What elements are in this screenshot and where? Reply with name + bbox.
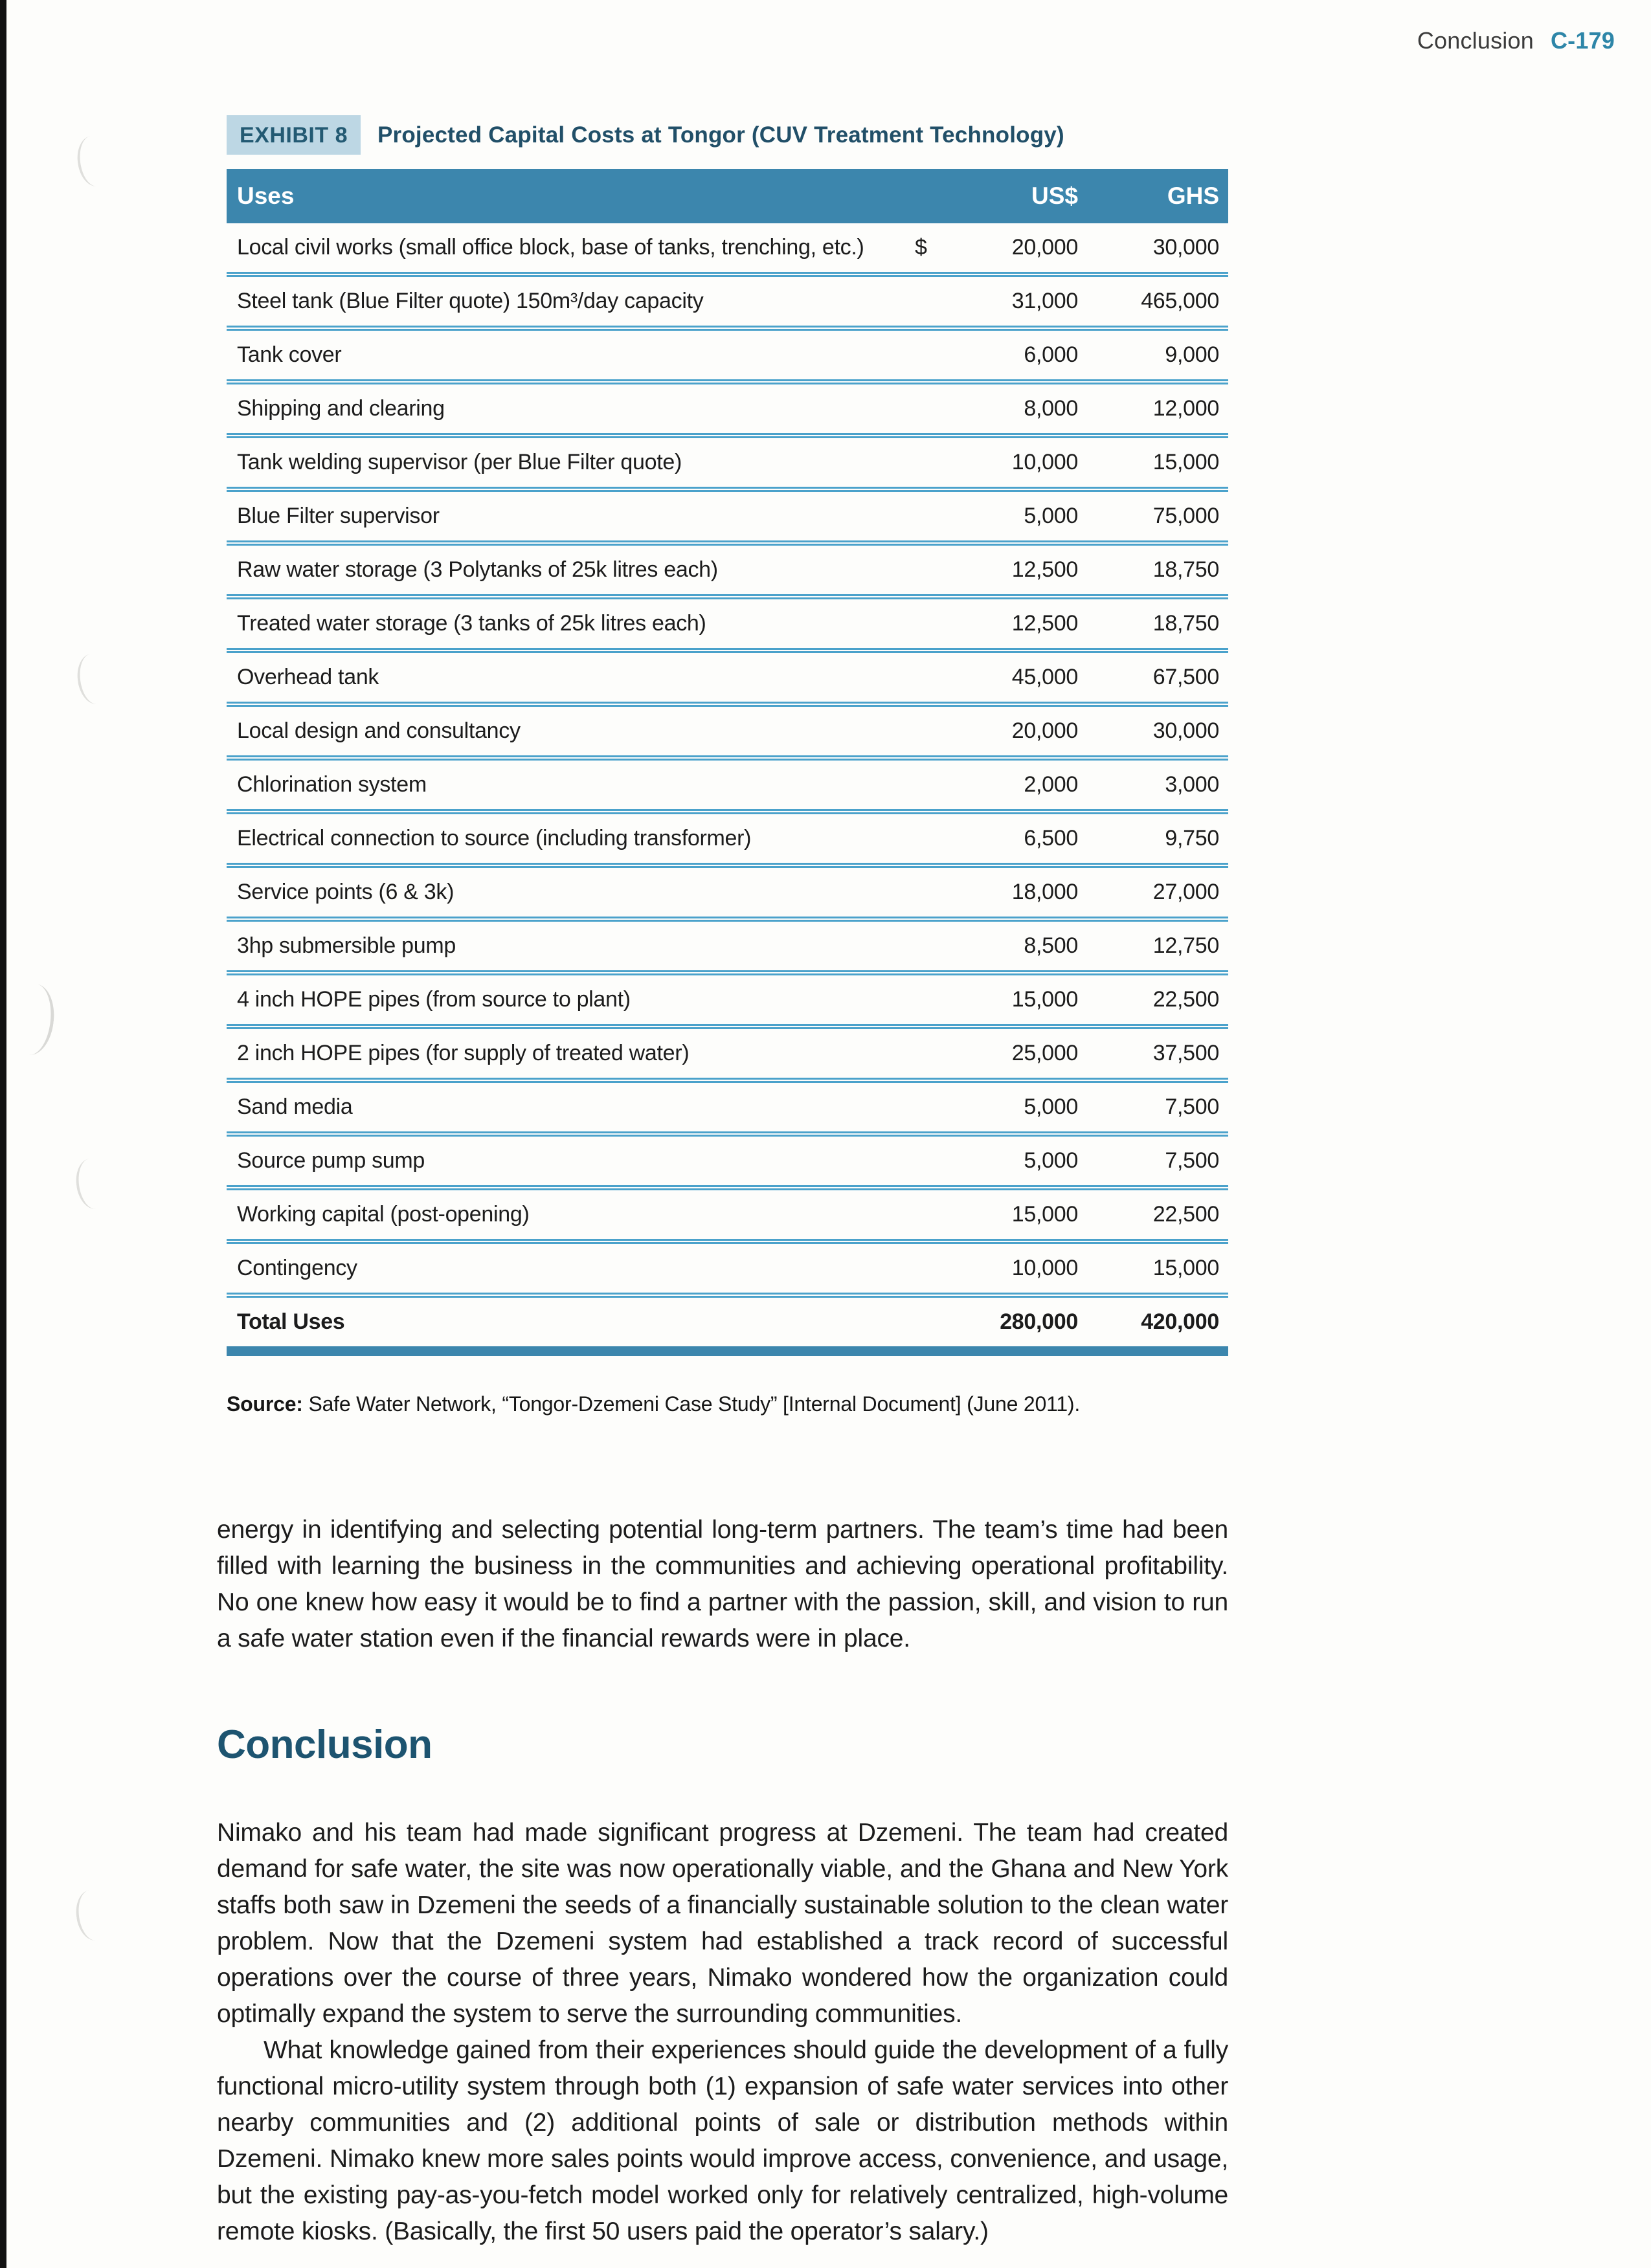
row-ghs-value: 7,500 [1165,1148,1219,1173]
row-usd-cell [911,1041,1078,1066]
row-ghs-value: 67,500 [1152,664,1219,689]
row-usd-value: 10,000 [1011,1255,1078,1280]
row-usd-value: 45,000 [1011,664,1078,689]
row-use-label: Source pump sump [237,1148,425,1173]
row-use-label: Shipping and clearing [237,395,445,421]
table-row [227,917,1228,970]
table-row [227,755,1228,809]
table-row [227,809,1228,863]
body-paragraph-2: Nimako and his team had made significant progress at Dzemeni. The team had created demand for safe water, the site was now operationally viable, and the Ghana and New York staffs both saw in Dzemeni the seeds of a financially sustainable solution to the clean water problem. Now that the Dzemeni system had established a track record of successful operations over the course of three years, Nimako wondered how the organization could optimally expand the system to serve the surrounding communities. [217,1819,1228,2028]
row-usd-cell [911,235,1078,260]
row-use-label: Electrical connection to source (including transformer) [237,825,752,850]
row-use-label: Sand media [237,1094,353,1119]
row-usd-cell [911,611,1078,636]
row-use-label: Raw water storage (3 Polytanks of 25k litres each) [237,557,718,582]
total-usd-cell [911,1309,1078,1335]
row-usd-cell [911,665,1078,690]
source-label: Source: [227,1392,303,1416]
row-use-label: Chlorination system [237,772,427,797]
row-usd-cell [911,772,1078,797]
row-ghs-value: 9,000 [1165,342,1219,367]
table-total-row [227,1293,1228,1346]
row-usd-value: 25,000 [1011,1040,1078,1065]
row-ghs-value: 22,500 [1152,1201,1219,1227]
table-row [227,1024,1228,1078]
row-ghs-value: 37,500 [1152,1040,1219,1065]
row-usd-value: 31,000 [1011,288,1078,313]
row-usd-value: 15,000 [1011,1201,1078,1227]
conclusion-heading: Conclusion [217,1722,432,1767]
row-ghs-value: 22,500 [1152,986,1219,1012]
table-row [227,970,1228,1024]
row-ghs-value: 27,000 [1152,879,1219,904]
row-usd-value: 20,000 [1011,234,1078,260]
row-usd-value: 2,000 [1024,772,1078,797]
row-ghs-value: 15,000 [1152,449,1219,474]
body-paragraph-3: What knowledge gained from their experiences should guide the development of a fully functional micro-utility system through both (1) expansion of safe water services into other nearby communities and (2) additional points of sale or distribution methods within Dzemeni. Nimako knew more sales points would improve access, convenience, and usage, but the existing pay-as-you-fetch model worked only for relatively centralized, high-volume remote kiosks. (Basically, the first 50 users paid the operator’s salary.) [217,2036,1228,2245]
table-row [227,487,1228,540]
row-usd-cell [911,933,1078,959]
source-text: Safe Water Network, “Tongor-Dzemeni Case Study” [Internal Document] (June 2011). [302,1392,1081,1416]
row-usd-cell [911,557,1078,583]
row-use-label: Working capital (post-opening) [237,1201,530,1227]
table-row [227,1131,1228,1185]
scan-edge-shadow [0,0,6,2268]
row-usd-cell [911,718,1078,744]
source-line [227,1392,1228,1416]
row-usd-cell [911,504,1078,529]
row-usd-cell [911,396,1078,421]
table-row [227,863,1228,917]
column-header-usd: US$ [1031,183,1078,209]
row-ghs-value: 30,000 [1152,234,1219,260]
total-ghs-value: 420,000 [1141,1309,1219,1334]
page-content [217,115,1228,2250]
body-copy [217,1512,1228,2250]
row-usd-cell [911,880,1078,905]
row-ghs-value: 9,750 [1165,825,1219,850]
exhibit-title: Projected Capital Costs at Tongor (CUV Treatment Technology) [377,122,1064,148]
table-row [227,648,1228,702]
row-usd-value: 6,000 [1024,342,1078,367]
body-paragraph-1: energy in identifying and selecting potential long-term partners. The team’s time had been filled with learning the business in the communities and achieving operational profitability. No one knew how easy it would be to find a partner with the passion, skill, and vision to run a safe water station even if the financial rewards were in place. [217,1516,1228,1652]
row-use-label: 3hp submersible pump [237,933,456,958]
scan-artifact [73,1888,112,1942]
table-row [227,272,1228,326]
row-ghs-value: 75,000 [1152,503,1219,528]
exhibit-titlebar [227,115,1228,155]
row-usd-cell [911,1256,1078,1281]
column-header-uses: Uses [237,183,295,209]
row-ghs-value: 12,000 [1152,395,1219,421]
row-usd-value: 5,000 [1024,503,1078,528]
table-row [227,702,1228,755]
row-usd-cell [911,1202,1078,1227]
exhibit-8 [227,115,1228,1416]
row-ghs-value: 3,000 [1165,772,1219,797]
table-row [227,540,1228,594]
table-row [227,379,1228,433]
exhibit-label: EXHIBIT 8 [227,115,361,155]
row-usd-value: 20,000 [1011,718,1078,743]
row-usd-cell [911,826,1078,851]
row-usd-value: 5,000 [1024,1094,1078,1119]
row-use-label: Blue Filter supervisor [237,503,440,528]
row-use-label: Steel tank (Blue Filter quote) 150m³/day capacity [237,288,704,313]
row-usd-value: 8,000 [1024,395,1078,421]
row-ghs-value: 7,500 [1165,1094,1219,1119]
exhibit-table-body [227,223,1228,1293]
row-usd-value: 15,000 [1011,986,1078,1012]
running-head-section: Conclusion [1417,27,1534,54]
total-usd-value: 280,000 [1000,1309,1078,1334]
row-use-label: Treated water storage (3 tanks of 25k litres each) [237,610,706,636]
row-ghs-value: 12,750 [1152,933,1219,958]
table-row [227,326,1228,379]
row-usd-cell [911,987,1078,1012]
row-usd-value: 12,500 [1011,557,1078,582]
row-use-label: Overhead tank [237,664,379,689]
row-use-label: Tank cover [237,342,342,367]
row-usd-value: 5,000 [1024,1148,1078,1173]
total-label: Total Uses [237,1309,345,1334]
row-ghs-value: 465,000 [1141,288,1219,313]
row-usd-value: 10,000 [1011,449,1078,474]
row-use-label: 4 inch HOPE pipes (from source to plant) [237,986,631,1012]
row-ghs-value: 15,000 [1152,1255,1219,1280]
row-usd-cell [911,289,1078,314]
row-ghs-value: 18,750 [1152,557,1219,582]
scan-artifact [74,134,113,188]
row-use-label: Local design and consultancy [237,718,521,743]
table-row [227,1185,1228,1239]
table-row [227,594,1228,648]
row-ghs-value: 18,750 [1152,610,1219,636]
row-usd-value: 18,000 [1011,879,1078,904]
table-bottom-rule [227,1346,1228,1356]
scan-artifact [73,1157,112,1211]
row-usd-cell [911,450,1078,475]
row-use-label: Contingency [237,1255,357,1280]
row-use-label: Service points (6 & 3k) [237,879,455,904]
row-use-label: 2 inch HOPE pipes (for supply of treated water) [237,1040,690,1065]
row-usd-value: 8,500 [1024,933,1078,958]
table-row [227,1078,1228,1131]
row-usd-value: 6,500 [1024,825,1078,850]
row-usd-value: 12,500 [1011,610,1078,636]
row-use-label: Tank welding supervisor (per Blue Filter quote) [237,449,682,474]
page-number: C-179 [1550,27,1615,54]
running-head [1417,27,1615,54]
capital-costs-table [227,169,1228,1356]
scan-artifact [74,652,113,706]
row-use-label: Local civil works (small office block, base of tanks, trenching, etc.) [237,234,864,260]
table-row [227,223,1228,272]
table-row [227,433,1228,487]
row-ghs-value: 30,000 [1152,718,1219,743]
row-usd-cell [911,1095,1078,1120]
row-usd-cell [911,342,1078,368]
currency-symbol: $ [915,234,927,260]
table-row [227,1239,1228,1293]
table-header-row [227,169,1228,223]
scan-artifact [8,982,57,1057]
column-header-ghs: GHS [1167,183,1219,209]
row-usd-cell [911,1148,1078,1173]
